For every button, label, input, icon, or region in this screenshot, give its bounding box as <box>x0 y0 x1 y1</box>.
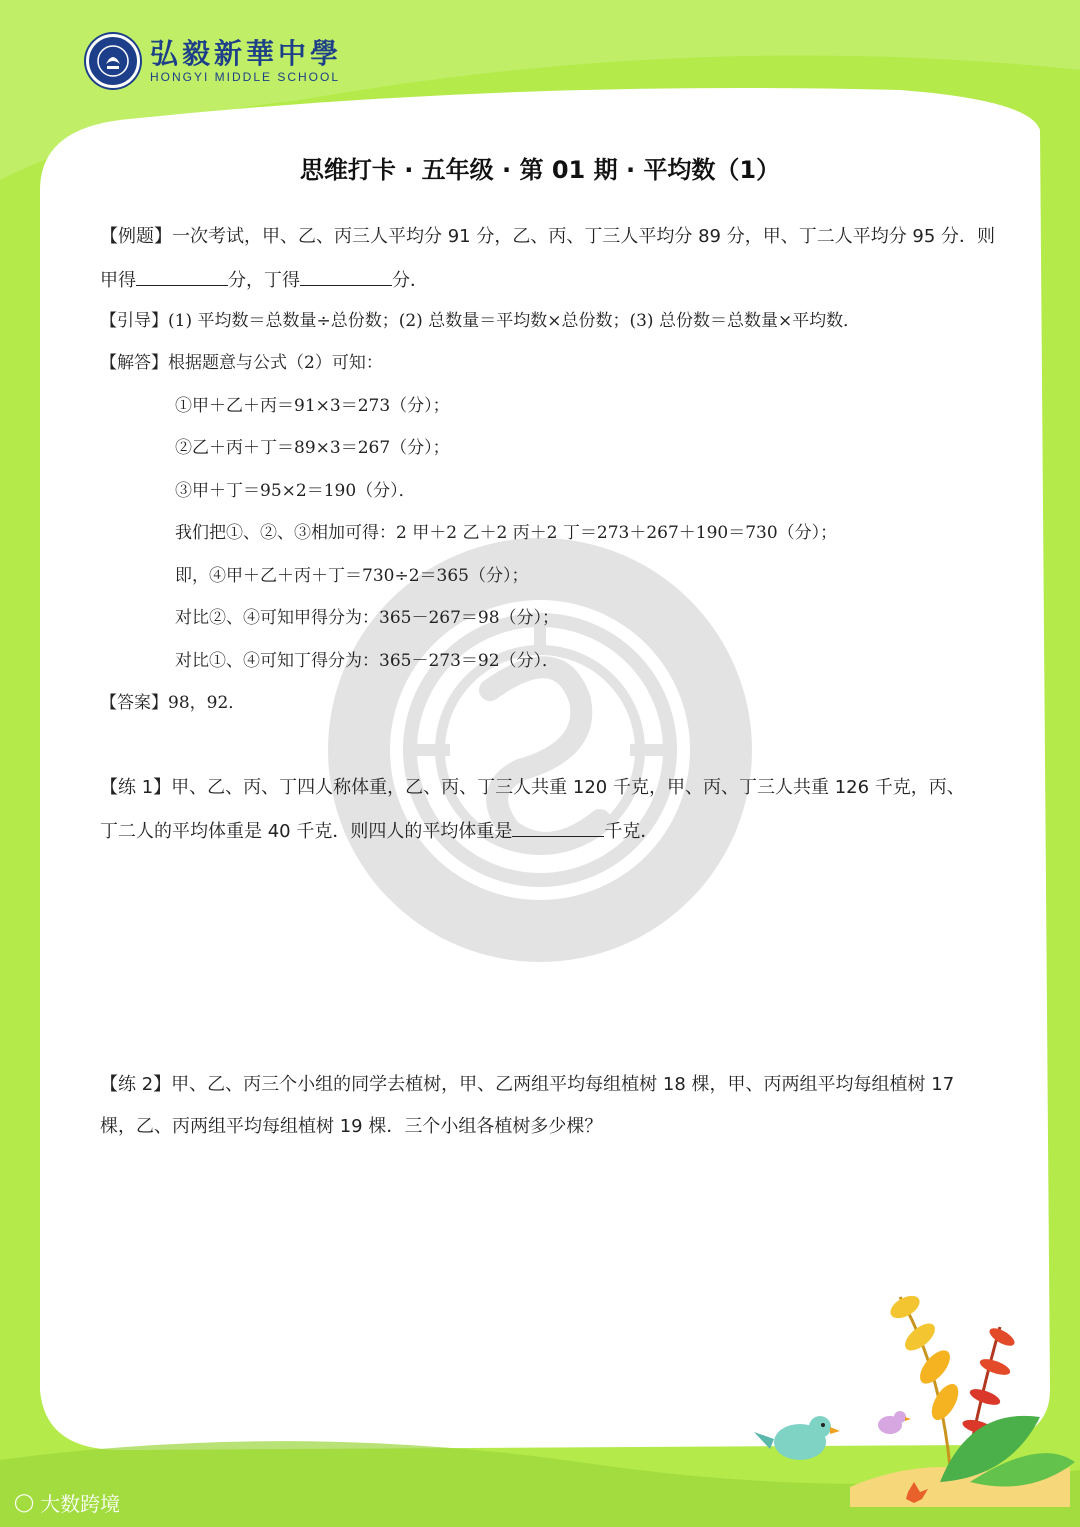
example-line1: 【例题】一次考试，甲、乙、丙三人平均分 91 分，乙、丙、丁三人平均分 89 分，甲、丁二人平均分 95 分．则 <box>100 226 996 247</box>
solution-step: 我们把①、②、③相加可得：2 甲＋2 乙＋2 丙＋2 丁＝273＋267＋190＝730（分）； <box>175 523 838 543</box>
practice1-line2-part2: 千克． <box>604 821 659 842</box>
leaf-branch-yellow <box>887 1291 964 1467</box>
answer-blank-jia[interactable] <box>136 267 228 286</box>
solution-step: ③甲＋丁＝95×2＝190（分）． <box>175 481 416 501</box>
answer-blank-ding[interactable] <box>300 267 392 286</box>
practice1-line2 <box>100 818 658 844</box>
school-name-en: HONGYI MIDDLE SCHOOL <box>150 70 341 84</box>
example-line2-part2: 分，丁得 <box>228 270 300 291</box>
bird-large-icon <box>754 1416 840 1460</box>
practice1-line2-part1: 丁二人的平均体重是 40 千克．则四人的平均体重是 <box>100 821 513 842</box>
school-logo <box>86 34 342 88</box>
answer-blank-average[interactable] <box>512 818 604 837</box>
solution-step: 即，④甲＋乙＋丙＋丁＝730÷2＝365（分）； <box>175 566 529 586</box>
brand-label: 大数跨境 <box>40 1492 121 1516</box>
solution-step: ②乙＋丙＋丁＝89×3＝267（分）； <box>175 438 450 458</box>
practice2-line2: 棵，乙、丙两组平均每组植树 19 棵．三个小组各植树多少棵？ <box>100 1116 603 1137</box>
brand-watermark <box>14 1488 120 1517</box>
solution-intro: 【解答】根据题意与公式（2）可知： <box>100 353 383 373</box>
watermark-seal <box>320 530 760 970</box>
bird-small-icon <box>878 1411 911 1434</box>
school-seal-icon <box>86 34 140 88</box>
page-title: 思维打卡 · 五年级 · 第 01 期 · 平均数（1） <box>299 156 781 184</box>
guide-line: 【引导】(1) 平均数＝总数量÷总份数；(2) 总数量＝平均数×总份数；(3) 总份数＝总数量×平均数． <box>100 311 861 331</box>
answer-line: 【答案】98，92． <box>100 693 246 713</box>
solution-step: 对比①、④可知丁得分为：365－273＝92（分）． <box>175 651 560 671</box>
plant-decoration <box>740 1267 1080 1527</box>
practice1-line1: 【练 1】甲、乙、丙、丁四人称体重，乙、丙、丁三人共重 120 千克，甲、丙、丁三人共重 126 千克，丙、 <box>100 777 965 798</box>
solution-step: 对比②、④可知甲得分为：365－267＝98（分）； <box>175 608 560 628</box>
example-line2-part3: 分． <box>392 270 428 291</box>
camera-icon: ◯ <box>14 1492 35 1513</box>
practice2-line1: 【练 2】甲、乙、丙三个小组的同学去植树，甲、乙两组平均每组植树 18 棵，甲、丙两组平均每组植树 17 <box>100 1074 955 1095</box>
example-line2 <box>100 267 428 293</box>
school-name-cn: 弘毅新華中學 <box>150 37 343 70</box>
example-line2-part1: 甲得 <box>100 270 136 291</box>
solution-step: ①甲＋乙＋丙＝91×3＝273（分）； <box>175 396 450 416</box>
